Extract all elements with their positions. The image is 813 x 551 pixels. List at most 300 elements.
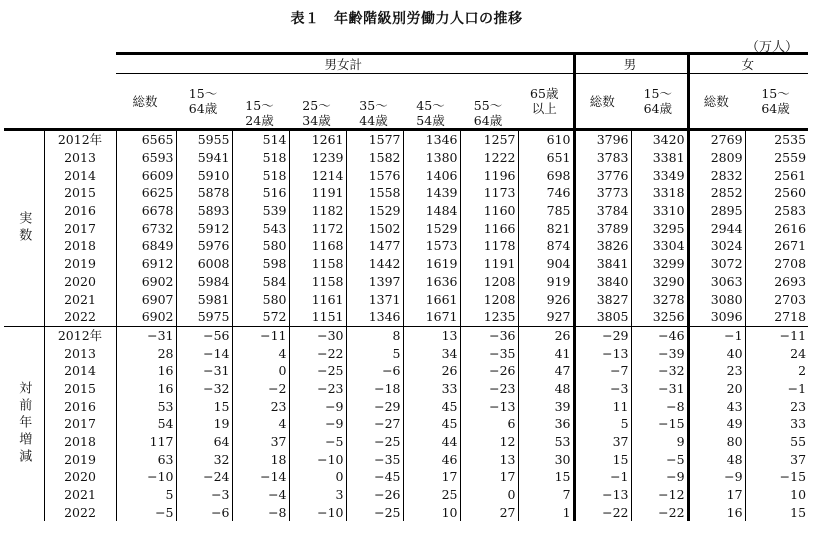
header-male-15-64: 15～ 64歳 bbox=[643, 86, 672, 116]
value-cell: 43 bbox=[688, 397, 745, 415]
value-cell: 16 bbox=[688, 503, 745, 521]
header-age-25-34: 25～ 34歳 bbox=[289, 74, 346, 130]
table-row bbox=[4, 219, 808, 237]
value-cell: −32 bbox=[176, 380, 232, 398]
value-cell: 3080 bbox=[688, 290, 745, 308]
table-row bbox=[4, 397, 808, 415]
value-cell: −14 bbox=[176, 344, 232, 362]
table-row bbox=[4, 202, 808, 220]
value-cell: 40 bbox=[688, 344, 745, 362]
value-cell: 26 bbox=[403, 362, 460, 380]
value-cell: 580 bbox=[232, 237, 289, 255]
value-cell: −26 bbox=[460, 362, 518, 380]
value-cell: 821 bbox=[518, 219, 574, 237]
value-cell: −6 bbox=[346, 362, 403, 380]
value-cell: −2 bbox=[232, 380, 289, 398]
value-cell: −29 bbox=[574, 326, 631, 344]
value-cell: −7 bbox=[574, 362, 631, 380]
value-cell: 45 bbox=[403, 397, 460, 415]
value-cell: −6 bbox=[176, 503, 232, 521]
value-cell: 1158 bbox=[289, 273, 346, 291]
value-cell: 1558 bbox=[346, 184, 403, 202]
value-cell: −15 bbox=[631, 415, 688, 433]
value-cell: −32 bbox=[631, 362, 688, 380]
value-cell: 2693 bbox=[745, 273, 808, 291]
value-cell: −26 bbox=[346, 486, 403, 504]
value-cell: −1 bbox=[745, 380, 808, 398]
value-cell: 18 bbox=[232, 450, 289, 468]
year-cell: 2017 bbox=[64, 416, 96, 432]
value-cell: 1406 bbox=[403, 166, 460, 184]
value-cell: 16 bbox=[116, 362, 176, 380]
header-total: 総数 bbox=[132, 93, 158, 109]
value-cell: 17 bbox=[403, 468, 460, 486]
value-cell: −3 bbox=[574, 380, 631, 398]
year-cell: 2014 bbox=[64, 363, 96, 379]
value-cell: 3278 bbox=[631, 290, 688, 308]
value-cell: 1371 bbox=[346, 290, 403, 308]
table-row bbox=[4, 149, 808, 167]
value-cell: 1477 bbox=[346, 237, 403, 255]
value-cell: 1529 bbox=[346, 202, 403, 220]
value-cell: 3256 bbox=[631, 308, 688, 326]
actual-section bbox=[4, 130, 808, 327]
value-cell: 28 bbox=[116, 344, 176, 362]
value-cell: 1502 bbox=[346, 219, 403, 237]
table-row bbox=[4, 450, 808, 468]
value-cell: 46 bbox=[403, 450, 460, 468]
year-cell: 2016 bbox=[64, 398, 96, 414]
value-cell: −3 bbox=[176, 486, 232, 504]
value-cell: 2559 bbox=[745, 149, 808, 167]
value-cell: 53 bbox=[518, 433, 574, 451]
table-row bbox=[4, 130, 808, 149]
value-cell: 1196 bbox=[460, 166, 518, 184]
value-cell: 11 bbox=[574, 397, 631, 415]
header-age-45-54: 45～ 54歳 bbox=[403, 74, 460, 130]
value-cell: 33 bbox=[745, 415, 808, 433]
value-cell: 4 bbox=[232, 415, 289, 433]
value-cell: 543 bbox=[232, 219, 289, 237]
value-cell: 3776 bbox=[574, 166, 631, 184]
value-cell: −23 bbox=[460, 380, 518, 398]
value-cell: −8 bbox=[631, 397, 688, 415]
value-cell: 6565 bbox=[116, 130, 176, 149]
year-cell: 2013 bbox=[64, 150, 96, 166]
table-row bbox=[4, 486, 808, 504]
value-cell: −22 bbox=[289, 344, 346, 362]
value-cell: 16 bbox=[116, 380, 176, 398]
value-cell: 516 bbox=[232, 184, 289, 202]
value-cell: 20 bbox=[688, 380, 745, 398]
value-cell: −18 bbox=[346, 380, 403, 398]
value-cell: 1168 bbox=[289, 237, 346, 255]
table-row bbox=[4, 166, 808, 184]
year-cell: 2021 bbox=[64, 487, 96, 503]
value-cell: 2583 bbox=[745, 202, 808, 220]
value-cell: −15 bbox=[745, 468, 808, 486]
value-cell: 15 bbox=[518, 468, 574, 486]
value-cell: 6912 bbox=[116, 255, 176, 273]
value-cell: 3783 bbox=[574, 149, 631, 167]
value-cell: 5 bbox=[346, 344, 403, 362]
value-cell: 3024 bbox=[688, 237, 745, 255]
value-cell: 1178 bbox=[460, 237, 518, 255]
value-cell: 919 bbox=[518, 273, 574, 291]
value-cell: 651 bbox=[518, 149, 574, 167]
value-cell: 874 bbox=[518, 237, 574, 255]
value-cell: −5 bbox=[116, 503, 176, 521]
value-cell: 12 bbox=[460, 433, 518, 451]
year-cell: 2021 bbox=[64, 291, 96, 307]
value-cell: −13 bbox=[574, 486, 631, 504]
value-cell: 117 bbox=[116, 433, 176, 451]
value-cell: −13 bbox=[460, 397, 518, 415]
value-cell: 1661 bbox=[403, 290, 460, 308]
year-cell: 2012年 bbox=[57, 132, 103, 148]
value-cell: 1158 bbox=[289, 255, 346, 273]
value-cell: 6849 bbox=[116, 237, 176, 255]
value-cell: 3784 bbox=[574, 202, 631, 220]
value-cell: −9 bbox=[688, 468, 745, 486]
value-cell: 5 bbox=[116, 486, 176, 504]
value-cell: −45 bbox=[346, 468, 403, 486]
value-cell: 1191 bbox=[460, 255, 518, 273]
section-label: 実数 bbox=[4, 130, 44, 327]
value-cell: 37 bbox=[745, 450, 808, 468]
value-cell: 37 bbox=[232, 433, 289, 451]
value-cell: 1222 bbox=[460, 149, 518, 167]
value-cell: −30 bbox=[289, 326, 346, 344]
value-cell: 1397 bbox=[346, 273, 403, 291]
value-cell: 23 bbox=[232, 397, 289, 415]
value-cell: −25 bbox=[346, 503, 403, 521]
value-cell: −29 bbox=[346, 397, 403, 415]
value-cell: 0 bbox=[460, 486, 518, 504]
value-cell: 5976 bbox=[176, 237, 232, 255]
value-cell: −56 bbox=[176, 326, 232, 344]
value-cell: 41 bbox=[518, 344, 574, 362]
value-cell: 6732 bbox=[116, 219, 176, 237]
value-cell: −10 bbox=[289, 450, 346, 468]
value-cell: 3290 bbox=[631, 273, 688, 291]
value-cell: −25 bbox=[289, 362, 346, 380]
value-cell: 4 bbox=[232, 344, 289, 362]
value-cell: 25 bbox=[403, 486, 460, 504]
value-cell: 6593 bbox=[116, 149, 176, 167]
year-cell: 2022 bbox=[64, 309, 96, 325]
value-cell: 518 bbox=[232, 149, 289, 167]
value-cell: −9 bbox=[289, 397, 346, 415]
value-cell: 2895 bbox=[688, 202, 745, 220]
value-cell: 3826 bbox=[574, 237, 631, 255]
value-cell: 5912 bbox=[176, 219, 232, 237]
value-cell: 10 bbox=[403, 503, 460, 521]
value-cell: 15 bbox=[745, 503, 808, 521]
value-cell: 37 bbox=[574, 433, 631, 451]
value-cell: 48 bbox=[688, 450, 745, 468]
year-cell: 2015 bbox=[64, 185, 96, 201]
year-cell: 2012年 bbox=[44, 326, 116, 344]
value-cell: 1619 bbox=[403, 255, 460, 273]
value-cell: 1257 bbox=[460, 130, 518, 149]
value-cell: 1576 bbox=[346, 166, 403, 184]
value-cell: −22 bbox=[631, 503, 688, 521]
table-row bbox=[4, 184, 808, 202]
value-cell: 1439 bbox=[403, 184, 460, 202]
value-cell: 6625 bbox=[116, 184, 176, 202]
value-cell: 610 bbox=[518, 130, 574, 149]
value-cell: 1 bbox=[518, 503, 574, 521]
value-cell: 27 bbox=[460, 503, 518, 521]
value-cell: 5878 bbox=[176, 184, 232, 202]
year-cell: 2014 bbox=[64, 167, 96, 183]
value-cell: 19 bbox=[176, 415, 232, 433]
value-cell: 24 bbox=[745, 344, 808, 362]
value-cell: 80 bbox=[688, 433, 745, 451]
value-cell: 1529 bbox=[403, 219, 460, 237]
table-row bbox=[4, 273, 808, 291]
table-row bbox=[4, 255, 808, 273]
value-cell: 30 bbox=[518, 450, 574, 468]
value-cell: 1214 bbox=[289, 166, 346, 184]
value-cell: 3827 bbox=[574, 290, 631, 308]
value-cell: −39 bbox=[631, 344, 688, 362]
value-cell: −1 bbox=[688, 326, 745, 344]
value-cell: −5 bbox=[289, 433, 346, 451]
value-cell: 6907 bbox=[116, 290, 176, 308]
value-cell: 1261 bbox=[289, 130, 346, 149]
value-cell: 584 bbox=[232, 273, 289, 291]
value-cell: 6678 bbox=[116, 202, 176, 220]
value-cell: 1161 bbox=[289, 290, 346, 308]
value-cell: 1208 bbox=[460, 290, 518, 308]
value-cell: 904 bbox=[518, 255, 574, 273]
table-row bbox=[4, 308, 808, 326]
header-age-15-64: 15～ 64歳 bbox=[188, 86, 218, 116]
value-cell: 1191 bbox=[289, 184, 346, 202]
value-cell: 32 bbox=[176, 450, 232, 468]
value-cell: 1172 bbox=[289, 219, 346, 237]
value-cell: 572 bbox=[232, 308, 289, 326]
value-cell: 2809 bbox=[688, 149, 745, 167]
year-cell: 2022 bbox=[64, 504, 96, 520]
year-cell: 2018 bbox=[64, 238, 96, 254]
value-cell: −11 bbox=[745, 326, 808, 344]
year-cell: 2015 bbox=[64, 380, 96, 396]
value-cell: 1151 bbox=[289, 308, 346, 326]
value-cell: −27 bbox=[346, 415, 403, 433]
value-cell: 3796 bbox=[574, 130, 631, 149]
value-cell: 34 bbox=[403, 344, 460, 362]
table-row bbox=[4, 503, 808, 521]
value-cell: 1239 bbox=[289, 149, 346, 167]
value-cell: 1173 bbox=[460, 184, 518, 202]
value-cell: 3310 bbox=[631, 202, 688, 220]
value-cell: 580 bbox=[232, 290, 289, 308]
value-cell: 3805 bbox=[574, 308, 631, 326]
year-cell: 2019 bbox=[64, 451, 96, 467]
value-cell: −9 bbox=[631, 468, 688, 486]
value-cell: 514 bbox=[232, 130, 289, 149]
table-row bbox=[4, 237, 808, 255]
value-cell: 3 bbox=[289, 486, 346, 504]
value-cell: 6902 bbox=[116, 308, 176, 326]
value-cell: −12 bbox=[631, 486, 688, 504]
value-cell: 6008 bbox=[176, 255, 232, 273]
header-male: 男 bbox=[574, 54, 688, 74]
value-cell: 1235 bbox=[460, 308, 518, 326]
value-cell: 1636 bbox=[403, 273, 460, 291]
value-cell: 1182 bbox=[289, 202, 346, 220]
table-row bbox=[4, 344, 808, 362]
value-cell: 6609 bbox=[116, 166, 176, 184]
value-cell: 1380 bbox=[403, 149, 460, 167]
value-cell: 3789 bbox=[574, 219, 631, 237]
value-cell: 23 bbox=[688, 362, 745, 380]
value-cell: 1577 bbox=[346, 130, 403, 149]
value-cell: −36 bbox=[460, 326, 518, 344]
value-cell: 5975 bbox=[176, 308, 232, 326]
header-age-55-64: 55～ 64歳 bbox=[460, 74, 518, 130]
header-age-35-44: 35～ 44歳 bbox=[346, 74, 403, 130]
value-cell: 927 bbox=[518, 308, 574, 326]
value-cell: −9 bbox=[289, 415, 346, 433]
value-cell: 2769 bbox=[688, 130, 745, 149]
value-cell: 2832 bbox=[688, 166, 745, 184]
value-cell: 53 bbox=[116, 397, 176, 415]
value-cell: 47 bbox=[518, 362, 574, 380]
header-female: 女 bbox=[688, 54, 808, 74]
value-cell: 3381 bbox=[631, 149, 688, 167]
value-cell: −31 bbox=[631, 380, 688, 398]
value-cell: 3072 bbox=[688, 255, 745, 273]
value-cell: 3773 bbox=[574, 184, 631, 202]
header-female-15-64: 15～ 64歳 bbox=[761, 86, 790, 116]
year-cell: 2017 bbox=[64, 220, 96, 236]
value-cell: 2560 bbox=[745, 184, 808, 202]
value-cell: 2671 bbox=[745, 237, 808, 255]
value-cell: 17 bbox=[460, 468, 518, 486]
header-corner bbox=[4, 54, 116, 130]
value-cell: 5893 bbox=[176, 202, 232, 220]
value-cell: 0 bbox=[232, 362, 289, 380]
value-cell: 23 bbox=[745, 397, 808, 415]
table-row bbox=[4, 326, 808, 344]
value-cell: 2561 bbox=[745, 166, 808, 184]
value-cell: 64 bbox=[176, 433, 232, 451]
value-cell: 36 bbox=[518, 415, 574, 433]
value-cell: 1671 bbox=[403, 308, 460, 326]
value-cell: 55 bbox=[745, 433, 808, 451]
value-cell: 9 bbox=[631, 433, 688, 451]
value-cell: −8 bbox=[232, 503, 289, 521]
value-cell: 39 bbox=[518, 397, 574, 415]
value-cell: 1160 bbox=[460, 202, 518, 220]
value-cell: 15 bbox=[176, 397, 232, 415]
header-both-sexes: 男女計 bbox=[116, 54, 574, 74]
value-cell: 1346 bbox=[403, 130, 460, 149]
value-cell: −1 bbox=[574, 468, 631, 486]
value-cell: 15 bbox=[574, 450, 631, 468]
value-cell: 1208 bbox=[460, 273, 518, 291]
year-cell: 2018 bbox=[64, 434, 96, 450]
value-cell: −13 bbox=[574, 344, 631, 362]
value-cell: 3063 bbox=[688, 273, 745, 291]
value-cell: 5981 bbox=[176, 290, 232, 308]
value-cell: 2 bbox=[745, 362, 808, 380]
table-row bbox=[4, 468, 808, 486]
value-cell: 63 bbox=[116, 450, 176, 468]
value-cell: 5955 bbox=[176, 130, 232, 149]
unit-label: （万人） bbox=[746, 40, 799, 55]
value-cell: −46 bbox=[631, 326, 688, 344]
value-cell: 13 bbox=[403, 326, 460, 344]
value-cell: 45 bbox=[403, 415, 460, 433]
value-cell: 5 bbox=[574, 415, 631, 433]
value-cell: 6902 bbox=[116, 273, 176, 291]
value-cell: 1442 bbox=[346, 255, 403, 273]
value-cell: 8 bbox=[346, 326, 403, 344]
value-cell: 3295 bbox=[631, 219, 688, 237]
value-cell: −25 bbox=[346, 433, 403, 451]
value-cell: −14 bbox=[232, 468, 289, 486]
year-cell: 2020 bbox=[64, 469, 96, 485]
header-male-total: 総数 bbox=[574, 74, 631, 130]
table-row bbox=[4, 380, 808, 398]
value-cell: −24 bbox=[176, 468, 232, 486]
table-row bbox=[4, 415, 808, 433]
value-cell: 6 bbox=[460, 415, 518, 433]
value-cell: 26 bbox=[518, 326, 574, 344]
value-cell: 3096 bbox=[688, 308, 745, 326]
year-cell: 2019 bbox=[64, 256, 96, 272]
value-cell: 539 bbox=[232, 202, 289, 220]
value-cell: −35 bbox=[460, 344, 518, 362]
value-cell: −31 bbox=[176, 362, 232, 380]
value-cell: −22 bbox=[574, 503, 631, 521]
value-cell: 2718 bbox=[745, 308, 808, 326]
header-age-15-24: 15～ 24歳 bbox=[232, 74, 289, 130]
value-cell: −11 bbox=[232, 326, 289, 344]
value-cell: 5910 bbox=[176, 166, 232, 184]
value-cell: 49 bbox=[688, 415, 745, 433]
value-cell: 698 bbox=[518, 166, 574, 184]
value-cell: 1484 bbox=[403, 202, 460, 220]
value-cell: 785 bbox=[518, 202, 574, 220]
value-cell: 2616 bbox=[745, 219, 808, 237]
table-title: 表１ 年齢階級別労働力人口の推移 bbox=[290, 11, 523, 27]
value-cell: 3304 bbox=[631, 237, 688, 255]
value-cell: 54 bbox=[116, 415, 176, 433]
value-cell: −5 bbox=[631, 450, 688, 468]
table-row bbox=[4, 433, 808, 451]
value-cell: 2535 bbox=[745, 130, 808, 149]
value-cell: 7 bbox=[518, 486, 574, 504]
value-cell: −35 bbox=[346, 450, 403, 468]
table-row bbox=[4, 290, 808, 308]
value-cell: 3349 bbox=[631, 166, 688, 184]
value-cell: 598 bbox=[232, 255, 289, 273]
value-cell: 13 bbox=[460, 450, 518, 468]
value-cell: −10 bbox=[116, 468, 176, 486]
value-cell: −4 bbox=[232, 486, 289, 504]
value-cell: 2944 bbox=[688, 219, 745, 237]
value-cell: 926 bbox=[518, 290, 574, 308]
value-cell: 10 bbox=[745, 486, 808, 504]
value-cell: 2852 bbox=[688, 184, 745, 202]
header-age-65-over: 65歳 以上 bbox=[530, 86, 559, 116]
